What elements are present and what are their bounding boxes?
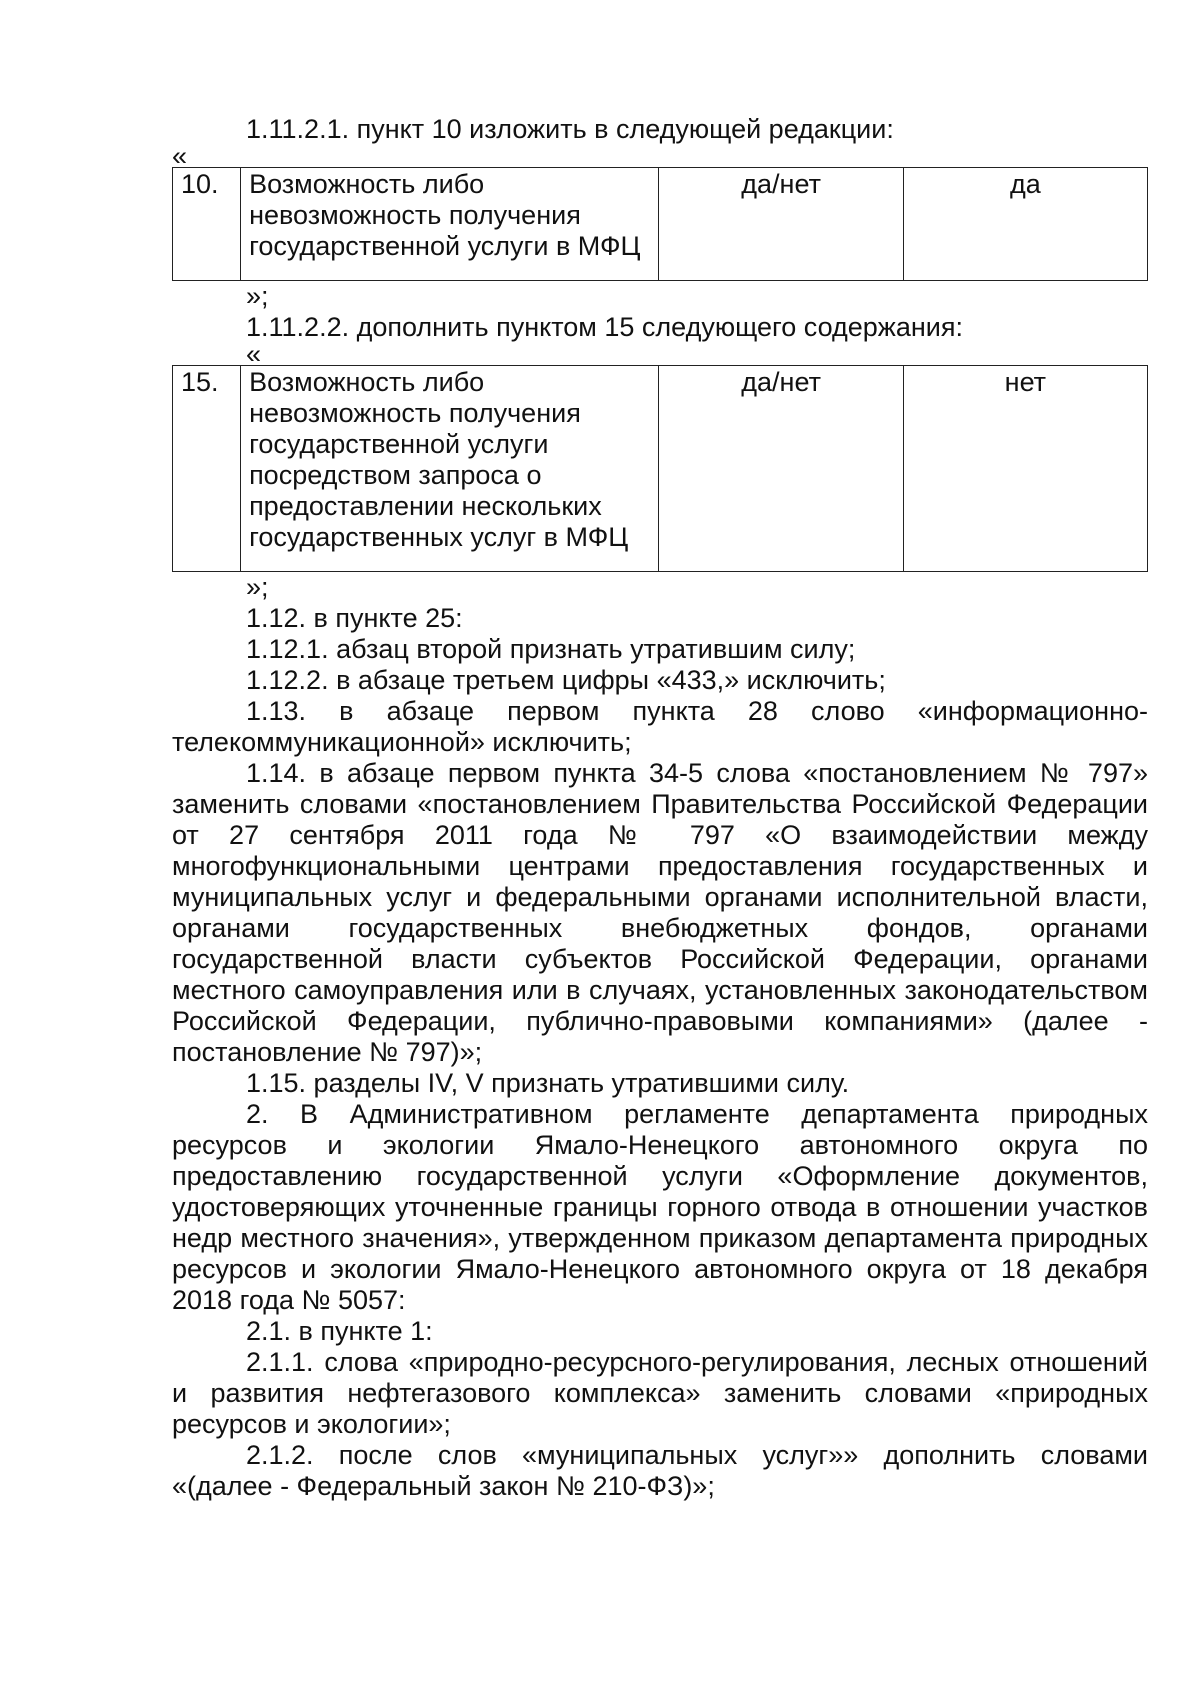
table-cell-value: да bbox=[903, 168, 1147, 281]
paragraph-2-1-2: 2.1.2. после слов «муниципальных услуг»» дополнить словами «(далее - Федеральный закон № 210-ФЗ)»; bbox=[172, 1440, 1148, 1501]
table-cell-unit: да/нет bbox=[659, 168, 903, 281]
table-cell-number: 15. bbox=[173, 366, 241, 572]
open-quote: « bbox=[172, 141, 188, 171]
document-page bbox=[172, 114, 1148, 1502]
paragraph-1-14: 1.14. в абзаце первом пункта 34-5 слова «постановлением № 797» заменить словами «постановлением Правительства Российской Федерации от 27 сентября 2011 года № 797 «О взаимодействии между многофункциональными центрами предоставления государственных и муниципальных услуг и федеральными органами исполнительной власти, органами государственных внебюджетных фондов, органами государственной власти субъектов Российской Федерации, органами местного самоуправления или в случаях, установленных законодательством Российской Федерации, публично-правовыми компаниями» (далее - постановление № 797)»; bbox=[172, 758, 1148, 1067]
table-cell-number: 10. bbox=[173, 168, 241, 281]
table-cell-description: Возможность либо невозможность получения государственной услуги в МФЦ bbox=[241, 168, 659, 281]
amendment-heading-1-11-2-1: 1.11.2.1. пункт 10 изложить в следующей редакции: bbox=[246, 114, 894, 144]
close-quote: »; bbox=[246, 281, 269, 311]
table-cell-description: Возможность либо невозможность получения государственной услуги посредством запроса о предоставлении нескольких государственных услуг в МФЦ bbox=[241, 366, 659, 572]
paragraph-1-12-2: 1.12.2. в абзаце третьем цифры «433,» исключить; bbox=[246, 665, 886, 695]
table-cell-unit: да/нет bbox=[659, 366, 903, 572]
amendment-heading-1-11-2-2: 1.11.2.2. дополнить пунктом 15 следующего содержания: bbox=[246, 312, 963, 342]
paragraph-2-1-1: 2.1.1. слова «природно-ресурсного-регулирования, лесных отношений и развития нефтегазового комплекса» заменить словами «природных ресурсов и экологии»; bbox=[172, 1347, 1148, 1439]
table-row bbox=[173, 366, 1148, 572]
open-quote: « bbox=[246, 339, 262, 369]
paragraph-1-12: 1.12. в пункте 25: bbox=[246, 603, 463, 633]
indicator-table-item-15 bbox=[172, 365, 1148, 572]
paragraph-2: 2. В Административном регламенте департамента природных ресурсов и экологии Ямало-Ненецкого автономного округа по предоставлению государственной услуги «Оформление документов, удостоверяющих уточненные границы горного отвода в отношении участков недр местного значения», утвержденном приказом департамента природных ресурсов и экологии Ямало-Ненецкого автономного округа от 18 декабря 2018 года № 5057: bbox=[172, 1099, 1148, 1315]
close-quote: »; bbox=[246, 572, 269, 602]
paragraph-1-13: 1.13. в абзаце первом пункта 28 слово «информационно-телекоммуникационной» исключить; bbox=[172, 696, 1148, 757]
table-cell-value: нет bbox=[903, 366, 1147, 572]
paragraph-1-12-1: 1.12.1. абзац второй признать утратившим силу; bbox=[246, 634, 856, 664]
paragraph-1-15: 1.15. разделы IV, V признать утратившими силу. bbox=[246, 1068, 850, 1098]
indicator-table-item-10 bbox=[172, 167, 1148, 281]
paragraph-2-1: 2.1. в пункте 1: bbox=[246, 1316, 433, 1346]
table-row bbox=[173, 168, 1148, 281]
